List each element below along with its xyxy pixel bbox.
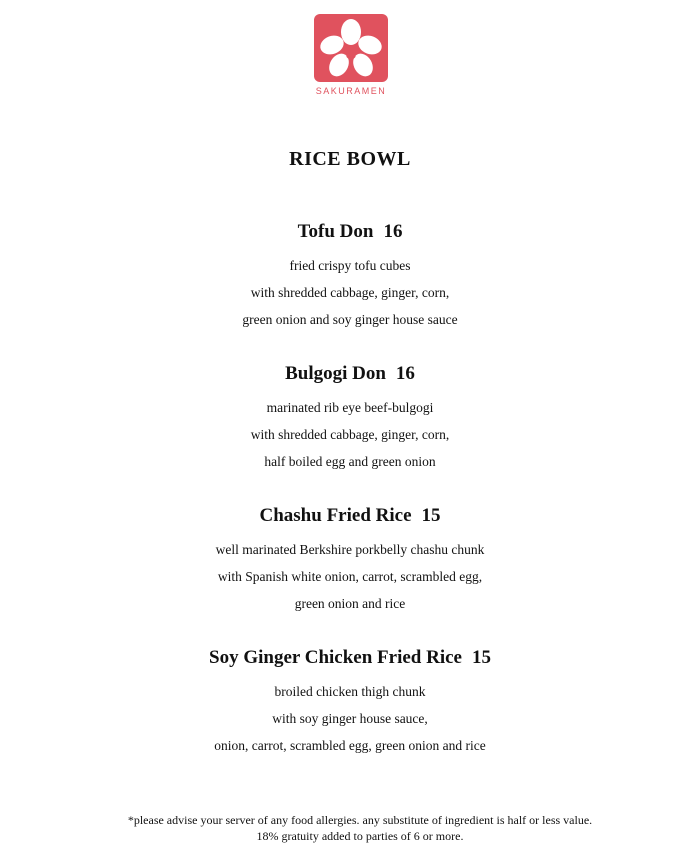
- menu-item-heading: [0, 502, 700, 530]
- footer-gratuity-note: 18% gratuity added to parties of 6 or more.: [256, 829, 464, 843]
- menu-item-description: marinated rib eye beef-bulgogi: [266, 400, 434, 415]
- menu-item-name: Chashu Fried Rice: [259, 505, 412, 526]
- menu-item: [0, 502, 700, 617]
- brand-logo: [299, 12, 403, 116]
- menu-item-description: broiled chicken thigh chunk: [274, 684, 426, 699]
- menu-item-price: 15: [421, 505, 441, 526]
- menu-item-price: 15: [471, 647, 491, 668]
- menu-item-description: with shredded cabbage, ginger, corn,: [250, 427, 450, 442]
- footer-note: [60, 812, 660, 844]
- footer-allergy-note: *please advise your server of any food allergies. any substitute of ingredient is half or less value.: [127, 813, 593, 827]
- menu-item-description: with Spanish white onion, carrot, scrambled egg,: [217, 569, 483, 584]
- menu-item-description: with shredded cabbage, ginger, corn,: [250, 285, 450, 300]
- menu-item-heading: [0, 360, 700, 388]
- menu-item-name: Bulgogi Don: [285, 363, 386, 384]
- menu-item-heading: [0, 218, 700, 246]
- menu-item-description: green onion and soy ginger house sauce: [242, 312, 458, 327]
- menu-item: [0, 218, 700, 333]
- menu-item-name: Soy Ginger Chicken Fried Rice: [209, 647, 462, 668]
- menu-item-description: green onion and rice: [294, 596, 406, 611]
- menu-item: [0, 644, 700, 759]
- menu-item-name: Tofu Don: [297, 221, 374, 242]
- menu-item-price: 16: [383, 221, 403, 242]
- brand-name: SAKURAMEN: [315, 86, 387, 96]
- menu-item-description: with soy ginger house sauce,: [272, 711, 428, 726]
- menu-item-description: fried crispy tofu cubes: [289, 258, 411, 273]
- menu-item-description: half boiled egg and green onion: [264, 454, 436, 469]
- menu-item-heading: [0, 644, 700, 672]
- sakura-logo-icon: [312, 12, 390, 84]
- menu-item: [0, 360, 700, 475]
- section-title: RICE BOWL: [289, 148, 411, 170]
- menu-item-price: 16: [395, 363, 415, 384]
- menu-item-description: onion, carrot, scrambled egg, green onion and rice: [214, 738, 486, 753]
- menu-item-description: well marinated Berkshire porkbelly chashu chunk: [215, 542, 485, 557]
